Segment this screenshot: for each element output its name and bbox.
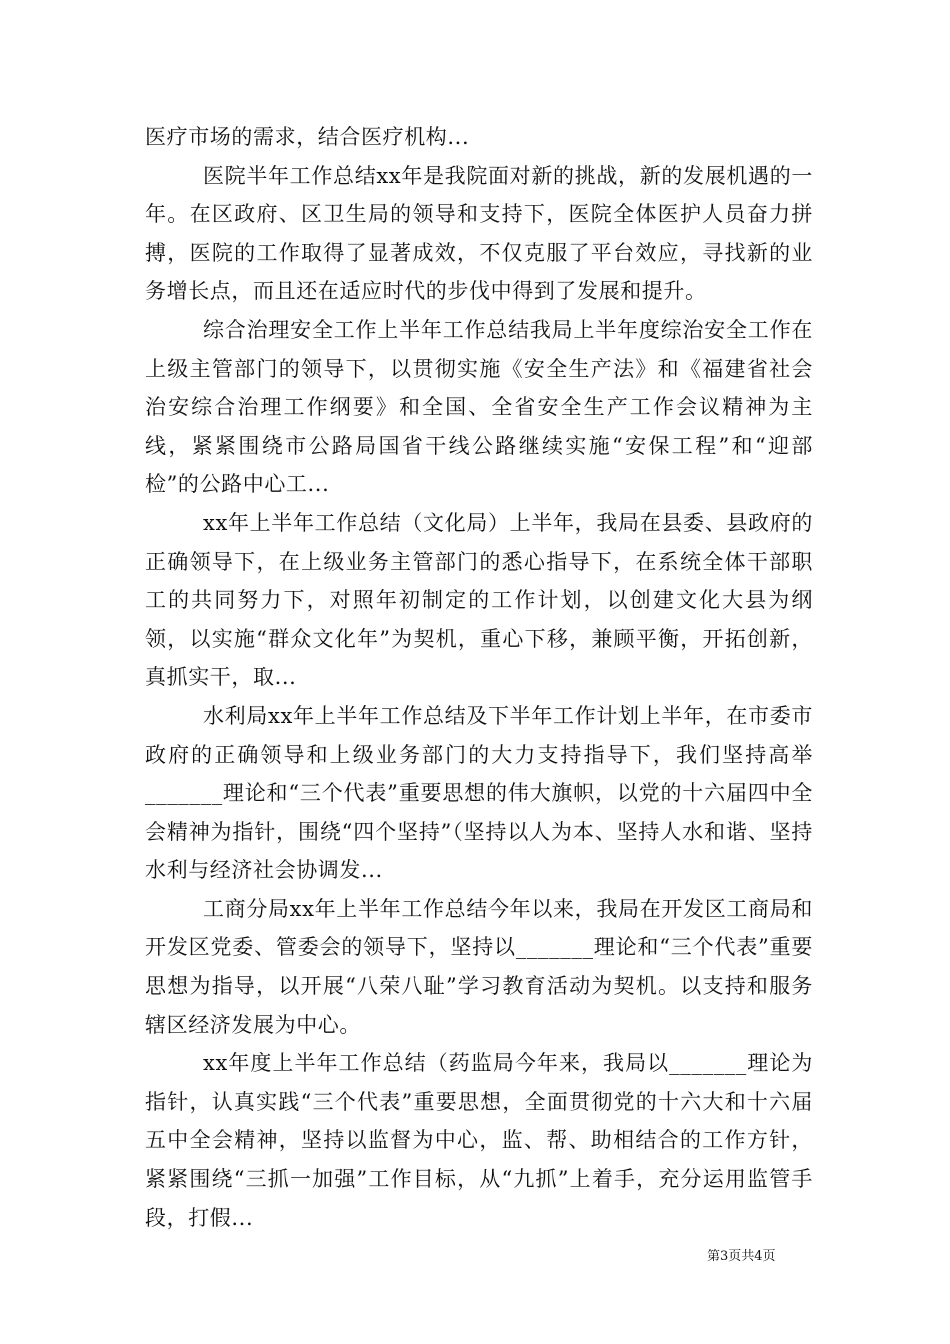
page-number: 第3页共4页: [707, 1249, 776, 1264]
paragraph-6: 工商分局xx年上半年工作总结今年以来，我局在开发区工商局和开发区党委、管委会的领导下，坚持以_______理论和“三个代表”重要思想为指导，以开展“八荣八耻”学习教育活动为契机。以支持和服务辖区经济发展为中心。: [145, 896, 813, 1037]
paragraph-4: xx年上半年工作总结（文化局）上半年，我局在县委、县政府的正确领导下，在上级业务主管部门的悉心指导下，在系统全体干部职工的共同努力下，对照年初制定的工作计划，以创建文化大县为纲领，以实施“群众文化年”为契机，重心下移，兼顾平衡，开拓创新，真抓实干，取...: [145, 510, 813, 690]
paragraph-7: xx年度上半年工作总结（药监局今年来，我局以_______理论为指针，认真实践“三个代表”重要思想，全面贯彻党的十六大和十六届五中全会精神，坚持以监督为中心，监、帮、助相结合的工作方针，紧紧围绕“三抓一加强”工作目标，从“九抓”上着手，充分运用监管手段，打假...: [145, 1051, 813, 1230]
paragraph-5: 水利局xx年上半年工作总结及下半年工作计划上半年，在市委市政府的正确领导和上级业务部门的大力支持指导下，我们坚持高举_______理论和“三个代表”重要思想的伟大旗帜，以党的十六届四中全会精神为指针，围绕“四个坚持”（坚持以人为本、坚持人水和谐、坚持水利与经济社会协调发...: [145, 703, 813, 883]
paragraph-1: 医疗市场的需求，结合医疗机构...: [145, 125, 470, 149]
paragraph-2: 医院半年工作总结xx年是我院面对新的挑战，新的发展机遇的一年。在区政府、区卫生局的领导和支持下，医院全体医护人员奋力拼搏，医院的工作取得了显著成效，不仅克服了平台效应，寻找新的业务增长点，而且还在适应时代的步伐中得到了发展和提升。: [145, 163, 813, 304]
paragraph-3: 综合治理安全工作上半年工作总结我局上半年度综治安全工作在上级主管部门的领导下，以贯彻实施《安全生产法》和《福建省社会治安综合治理工作纲要》和全国、全省安全生产工作会议精神为主线，紧紧围绕市公路局国省干线公路继续实施“安保工程”和“迎部检”的公路中心工...: [145, 317, 813, 497]
document-body: [145, 118, 813, 1237]
